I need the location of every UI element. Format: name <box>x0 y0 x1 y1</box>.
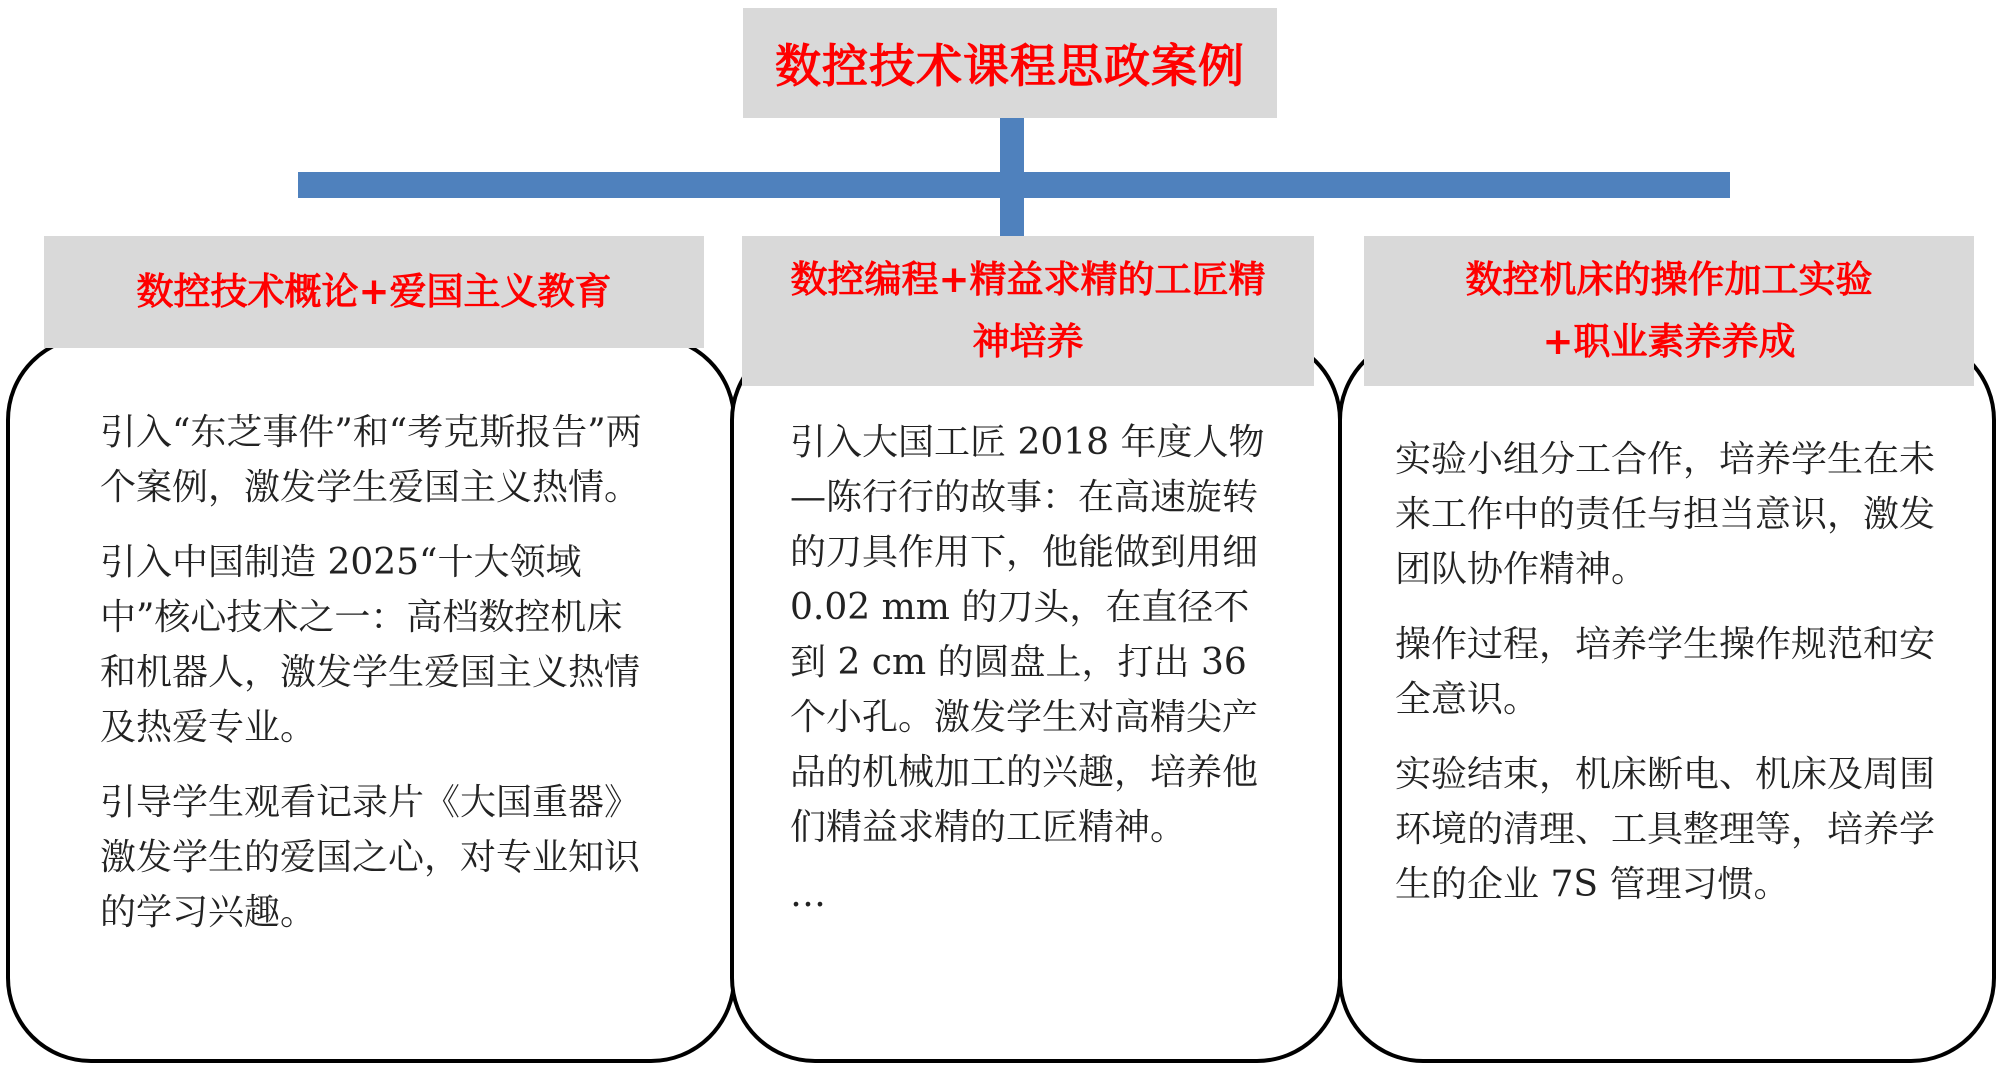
column-header-2-line-2: 神培养 <box>972 320 1084 363</box>
column-2-ellipsis: … <box>790 874 826 915</box>
diagram-title: 数控技术课程思政案例 <box>775 39 1245 93</box>
column-1-paragraph-1: 引入“东芝事件”和“考克斯报告”两个案例，激发学生爱国主义热情。 <box>100 412 642 508</box>
column-3-paragraph-2: 操作过程，培养学生操作规范和安全意识。 <box>1395 624 1936 720</box>
column-header-2 <box>742 236 1314 386</box>
connector-horizontal <box>298 172 1730 198</box>
column-header-2-line-1: 数控编程+精益求精的工匠精 <box>790 258 1266 301</box>
column-header-3-line-1: 数控机床的操作加工实验 <box>1465 258 1873 301</box>
column-header-3-line-2: +职业素养养成 <box>1542 320 1796 363</box>
column-3-paragraph-1: 实验小组分工合作，培养学生在未来工作中的责任与担当意识，激发团队协作精神。 <box>1395 439 1936 590</box>
column-2-paragraph-1: 引入大国工匠 2018 年度人物—陈行行的故事：在高速旋转的刀具作用下，他能做到用细 0.02 mm 的刀头，在直径不到 2 cm 的圆盘上，打出 36 个小孔。激发学生对高精尖产品的机械加工的兴趣，培养他们精益求精的工匠精神。 <box>790 422 1265 848</box>
column-header-1 <box>44 236 704 348</box>
column-body-3 <box>1395 432 1950 932</box>
column-header-1-line-1: 数控技术概论+爱国主义教育 <box>136 270 612 313</box>
column-body-1 <box>100 405 645 960</box>
title-box <box>743 8 1277 118</box>
column-body-2 <box>790 415 1265 942</box>
column-1-paragraph-3: 引导学生观看记录片《大国重器》激发学生的爱国之心，对专业知识的学习兴趣。 <box>100 782 641 933</box>
column-1-paragraph-2: 引入中国制造 2025“十大领域中”核心技术之一：高档数控机床和机器人，激发学生爱国主义热情及热爱专业。 <box>100 542 641 748</box>
column-3-paragraph-3: 实验结束，机床断电、机床及周围环境的清理、工具整理等，培养学生的企业 7S 管理习惯。 <box>1395 754 1936 905</box>
column-header-3 <box>1364 236 1974 386</box>
